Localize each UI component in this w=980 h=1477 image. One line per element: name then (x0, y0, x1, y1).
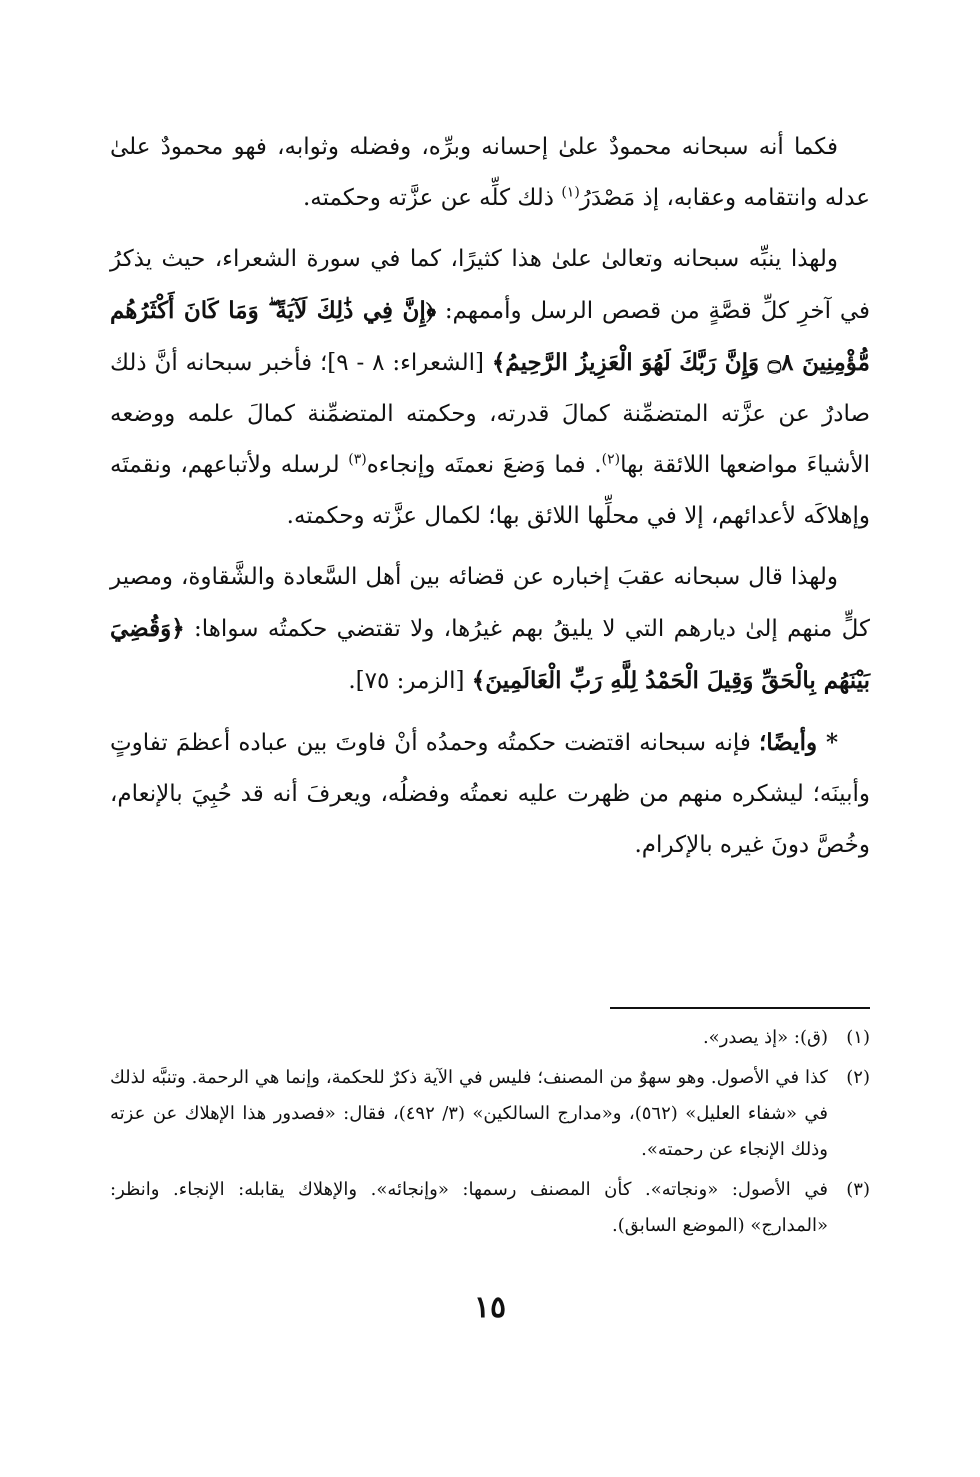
paragraph-3-text-b: [الزمر: ٧٥]. (348, 668, 472, 694)
paragraph-1 (110, 122, 870, 224)
footnote-text: في الأصول: «ونجاته». كأن المصنف رسمها: «وإنجائه». والإهلاك يقابله: الإنجاء. وانظر: «المدارج» (الموضع السابق). (110, 1179, 828, 1236)
footnote-number: (٣) (846, 1179, 870, 1200)
paragraph-2-text-a: ولهذا ينبِّه سبحانه وتعالىٰ علىٰ هذا كثيرًا، كما في سورة الشعراء، حيث يذكرُ في آخرِ كلِّ قصَّةٍ من قصص الرسل وأممهم: (110, 246, 870, 324)
footnote-text: (ق): «إذ يصدر». (702, 1027, 828, 1048)
footnote-ref-3[interactable]: (٣) (348, 451, 367, 468)
paragraph-4-text: فإنه سبحانه اقتضت حكمتُه وحمدُه أنْ فاوتَ بين عباده أعظمَ تفاوتٍ وأبينَه؛ ليشكره منهم من ظهرت عليه نعمتُه وفضلُه، ويعرفَ أنه قد حُبِيَ بالإنعام، وخُصَّ دونَ غيره بالإكرام. (110, 730, 870, 858)
paragraph-3 (110, 552, 870, 707)
quran-verse-2: ﴿وَقُضِيَ بَيْنَهُم بِالْحَقِّ وَقِيلَ الْحَمْدُ لِلَّهِ رَبِّ الْعَالَمِينَ﴾ (110, 615, 870, 694)
footnote-ref-1[interactable]: (١) (561, 184, 580, 201)
footnote-number: (٢) (846, 1067, 870, 1088)
paragraph-4-lead: * وأيضًا؛ (758, 729, 838, 756)
footnote-separator (610, 1007, 870, 1009)
footnote-ref-2[interactable]: (٢) (601, 451, 621, 468)
paragraph-1-text: فكما أنه سبحانه محمودٌ علىٰ إحسانه وبرِّه، وفضله وثوابه، فهو محمودٌ علىٰ عدله وانتقامه وعقابه، إذ مَصْدَرُ (110, 134, 870, 211)
footnote-2 (110, 1060, 870, 1168)
page-number: ١٥ (473, 1290, 507, 1325)
paragraph-2 (110, 234, 870, 542)
paragraph-1-end: ذلك كلِّه عن عزَّته وحكمته. (302, 185, 562, 211)
quran-verse-1: ﴿إِنَّ فِي ذَٰلِكَ لَآيَةً ۖ وَمَا كَانَ أَكْثَرُهُم مُّؤْمِنِينَ ۝٨ وَإِنَّ رَبَّكَ لَهُوَ الْعَزِيزُ الرَّحِيمُ﴾ (110, 297, 870, 376)
main-text (110, 122, 870, 881)
footnote-3 (110, 1172, 870, 1244)
footnote-number: (١) (846, 1027, 870, 1048)
paragraph-2-text-b: [الشعراء: ٨ - ٩]؛ فأخبر سبحانه أنَّ ذلك صادرٌ عن عزَّته المتضمِّنة كمالَ قدرته، وحكمته المتضمِّنة كمالَ علمه ووضعه الأشياءَ مواضعها اللائقة بها (110, 350, 870, 478)
paragraph-2-text-d: لرسله ولأتباعهم، ونقمتَه وإهلاكَه لأعدائهم، إلا في محلِّها اللائق بها؛ لكمال عزَّته وحكمته. (110, 452, 870, 529)
footnote-1 (110, 1020, 870, 1056)
footnote-text: كذا في الأصول. وهو سهوٌ من المصنف؛ فليس في الآية ذكرٌ للحكمة، وإنما هي الرحمة. وتنبَّه لذلك في «شفاء العليل» (٥٦٢)، و«مدارج السالكين» (٣/ ٤٩٢)، فقال: «فصدور هذا الإهلاك عن عزته وذلك الإنجاء عن رحمته». (110, 1067, 828, 1160)
paragraph-4 (110, 717, 870, 871)
paragraph-2-text-c: . فما وَضعَ نعمتَه وإنجاءه (366, 452, 602, 478)
footnotes (110, 1020, 870, 1248)
paragraph-3-text-a: ولهذا قال سبحانه عقبَ إخباره عن قضائه بين أهل السَّعادة والشَّقاوة، ومصير كلٍّ منهم إلىٰ ديارهم التي لا يليقُ بهم غيرُها، ولا تقتضي حكمتُه سواها: (110, 564, 870, 642)
